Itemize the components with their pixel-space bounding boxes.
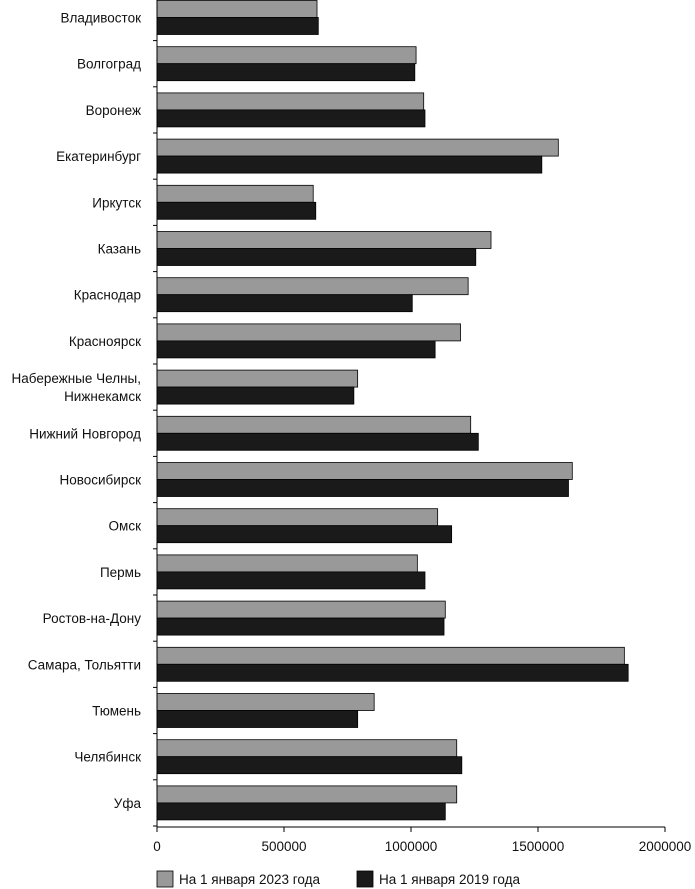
bar-2019-6 [157,295,412,312]
category-label-17: Уфа [113,795,141,811]
category-label-10: Новосибирск [59,472,141,488]
bar-2023-8 [157,370,358,387]
category-label-0: Владивосток [60,10,141,26]
bar-2019-5 [157,249,476,266]
category-label-16: Челябинск [74,749,141,765]
category-label-2: Воронеж [85,102,141,118]
bar-2019-13 [157,618,444,635]
category-label-11: Омск [108,518,141,534]
bar-2023-9 [157,416,471,433]
category-label-6: Краснодар [73,287,141,303]
bar-2019-10 [157,480,568,497]
bar-2019-12 [157,572,425,589]
bar-2023-17 [157,786,457,803]
bar-2023-13 [157,601,445,618]
x-tick-label-0: 0 [153,839,161,854]
category-label-9: Нижний Новгород [29,426,141,442]
category-label-4: Иркутск [92,195,141,211]
legend-label-2023: На 1 января 2023 года [179,872,320,887]
legend-swatch-2019 [357,871,373,887]
bar-2019-1 [157,64,415,81]
category-label-14: Самара, Тольятти [27,657,141,673]
bar-2023-15 [157,694,374,711]
bar-2023-2 [157,93,424,110]
bar-2019-17 [157,803,445,820]
bar-2019-14 [157,664,628,681]
bar-2023-10 [157,463,572,480]
bar-2019-8 [157,387,354,404]
bar-2019-15 [157,711,358,728]
x-tick-label-1: 500000 [261,839,307,854]
bar-2023-11 [157,509,438,526]
bar-2019-7 [157,341,435,358]
bar-2019-0 [157,18,318,35]
legend-label-2019: На 1 января 2019 года [379,872,520,887]
bar-2023-1 [157,47,416,64]
bar-2023-6 [157,278,468,295]
category-labels [11,11,141,811]
bars-group [157,1,628,820]
bar-2019-9 [157,433,478,450]
bar-2023-16 [157,740,457,757]
category-label-1: Волгоград [76,56,141,72]
bar-2023-14 [157,647,624,664]
bar-2019-11 [157,526,452,543]
category-label-8: Набережные Челны, Нижнекамск [11,371,141,405]
category-label-12: Пермь [99,564,141,580]
bar-2023-3 [157,139,558,156]
bar-2023-7 [157,324,461,341]
legend-swatch-2023 [157,871,173,887]
bar-2019-2 [157,110,425,127]
category-label-7: Красноярск [68,333,141,349]
x-tick-label-2: 1000000 [384,839,438,854]
bar-2023-12 [157,555,417,572]
x-tick-label-4: 2000000 [638,839,692,854]
category-label-5: Казань [97,241,141,257]
bar-2019-16 [157,757,462,774]
bar-2019-4 [157,202,316,219]
x-tick-label-3: 1500000 [511,839,565,854]
bar-2023-5 [157,232,491,249]
category-label-15: Тюмень [92,703,141,719]
legend [157,871,520,887]
bar-2023-0 [157,1,317,18]
category-label-3: Екатеринбург [56,149,141,165]
category-label-13: Ростов-на-Дону [42,611,141,627]
bar-2019-3 [157,156,542,173]
bar-2023-4 [157,185,313,202]
